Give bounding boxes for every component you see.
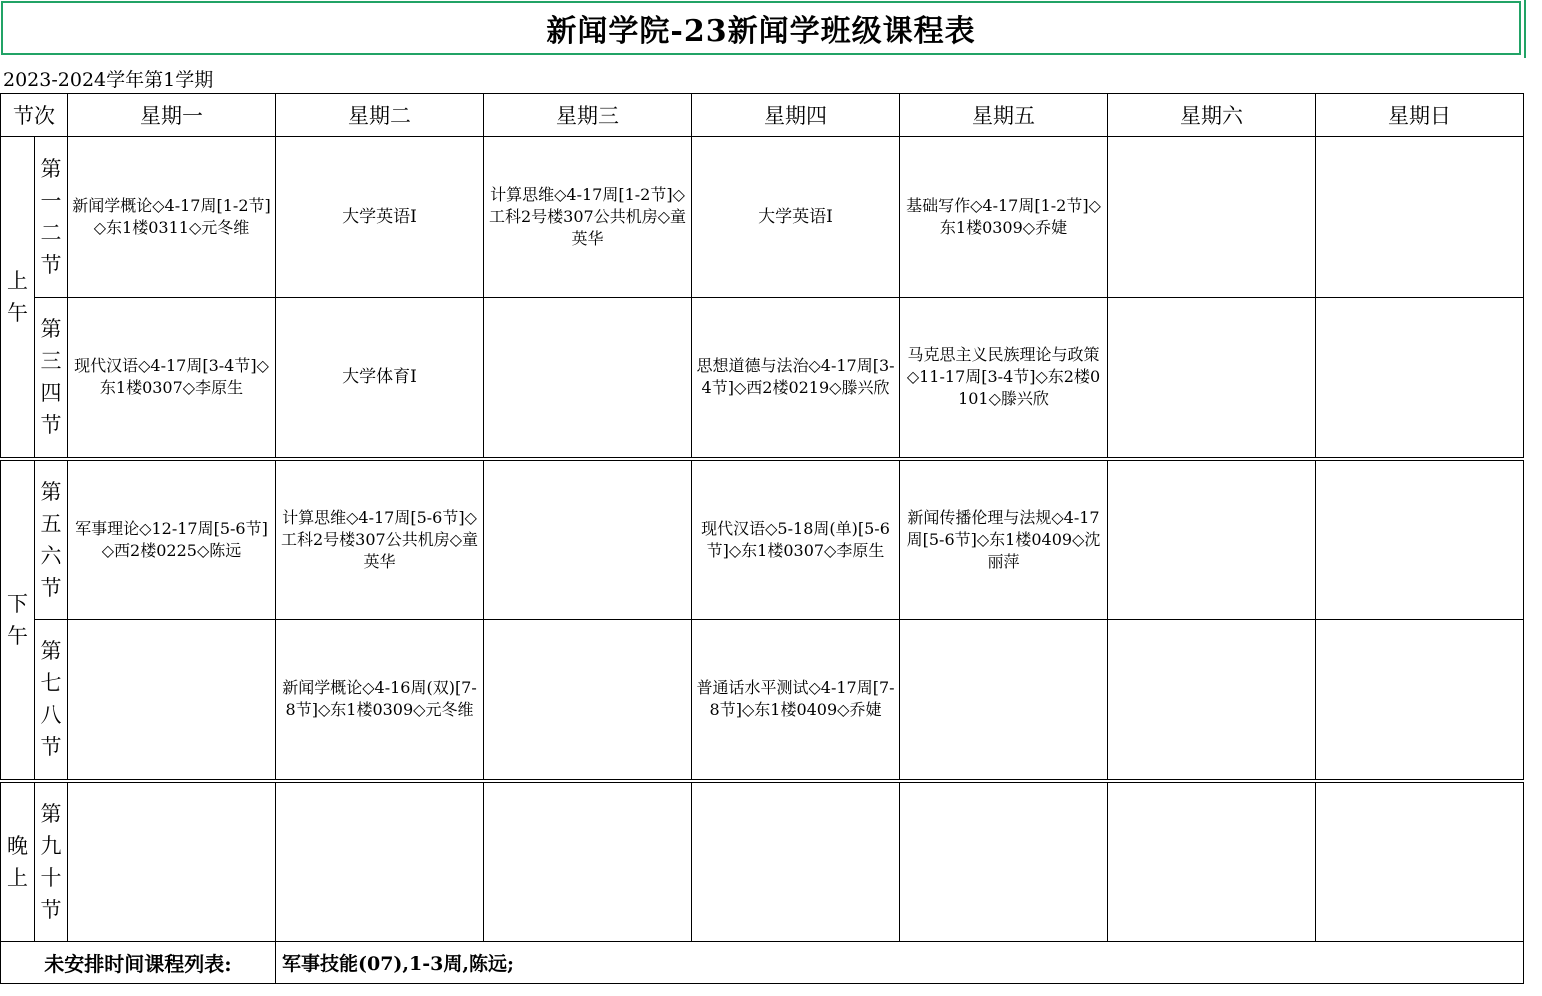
course-cell[interactable]: 大学英语Ⅰ: [692, 137, 900, 298]
period-5-6: [35, 459, 68, 620]
course-cell[interactable]: [484, 781, 692, 942]
course-cell[interactable]: [1108, 620, 1316, 781]
course-cell[interactable]: 大学英语Ⅰ: [276, 137, 484, 298]
unscheduled-label: 未安排时间课程列表:: [1, 942, 276, 984]
course-cell[interactable]: [692, 781, 900, 942]
row-period-9-10: [1, 781, 1524, 942]
period-9-10-label: 第九十节: [40, 801, 62, 922]
course-cell[interactable]: 新闻学概论◇4-16周(双)[7-8节]◇东1楼0309◇元冬维: [276, 620, 484, 781]
course-cell[interactable]: [1316, 137, 1524, 298]
section-morning: [1, 137, 35, 459]
period-9-10: [35, 781, 68, 942]
course-cell[interactable]: 新闻学概论◇4-17周[1-2节]◇东1楼0311◇元冬维: [68, 137, 276, 298]
period-5-6-label: 第五六节: [40, 479, 62, 600]
course-cell[interactable]: [1316, 298, 1524, 459]
course-cell[interactable]: [1316, 459, 1524, 620]
row-period-3-4: [1, 298, 1524, 459]
row-period-7-8: [1, 620, 1524, 781]
section-morning-label: 上午: [7, 268, 28, 325]
course-cell[interactable]: [1108, 137, 1316, 298]
period-1-2: [35, 137, 68, 298]
course-cell[interactable]: [484, 298, 692, 459]
footer-row: [1, 942, 1524, 984]
course-cell[interactable]: [68, 781, 276, 942]
header-day: 星期三: [484, 94, 692, 137]
section-afternoon-label: 下午: [7, 591, 28, 648]
course-cell[interactable]: 大学体育Ⅰ: [276, 298, 484, 459]
course-cell[interactable]: [1316, 781, 1524, 942]
course-cell[interactable]: 新闻传播伦理与法规◇4-17周[5-6节]◇东1楼0409◇沈丽萍: [900, 459, 1108, 620]
course-cell[interactable]: 普通话水平测试◇4-17周[7-8节]◇东1楼0409◇乔婕: [692, 620, 900, 781]
course-cell[interactable]: 基础写作◇4-17周[1-2节]◇东1楼0309◇乔婕: [900, 137, 1108, 298]
course-cell[interactable]: [900, 620, 1108, 781]
header-row: [1, 94, 1524, 137]
course-cell[interactable]: [484, 459, 692, 620]
course-cell[interactable]: [900, 781, 1108, 942]
header-day: 星期六: [1108, 94, 1316, 137]
section-evening: [1, 781, 35, 942]
unscheduled-list: 军事技能(07),1-3周,陈远;: [276, 942, 1524, 984]
course-cell[interactable]: 现代汉语◇4-17周[3-4节]◇东1楼0307◇李原生: [68, 298, 276, 459]
sheet-edge-divider: [1524, 0, 1526, 58]
course-cell[interactable]: [276, 781, 484, 942]
section-afternoon: [1, 459, 35, 781]
header-day: 星期四: [692, 94, 900, 137]
header-period: 节次: [1, 94, 68, 137]
header-day: 星期一: [68, 94, 276, 137]
course-cell[interactable]: [1108, 781, 1316, 942]
course-cell[interactable]: 思想道德与法治◇4-17周[3-4节]◇西2楼0219◇滕兴欣: [692, 298, 900, 459]
course-cell[interactable]: 计算思维◇4-17周[1-2节]◇工科2号楼307公共机房◇童英华: [484, 137, 692, 298]
header-day: 星期二: [276, 94, 484, 137]
header-day: 星期日: [1316, 94, 1524, 137]
course-cell[interactable]: [1108, 298, 1316, 459]
period-3-4: [35, 298, 68, 459]
period-7-8-label: 第七八节: [40, 639, 62, 760]
period-7-8: [35, 620, 68, 781]
course-cell[interactable]: 现代汉语◇5-18周(单)[5-6节]◇东1楼0307◇李原生: [692, 459, 900, 620]
course-cell[interactable]: [1108, 459, 1316, 620]
semester-label: 2023-2024学年第1学期: [3, 69, 214, 91]
header-day: 星期五: [900, 94, 1108, 137]
section-evening-label: 晚上: [7, 833, 28, 890]
timetable: [0, 93, 1524, 984]
course-cell[interactable]: [68, 620, 276, 781]
course-cell[interactable]: 军事理论◇12-17周[5-6节]◇西2楼0225◇陈远: [68, 459, 276, 620]
row-period-1-2: [1, 137, 1524, 298]
period-1-2-label: 第一二节: [40, 157, 62, 277]
row-period-5-6: [1, 459, 1524, 620]
course-cell[interactable]: [484, 620, 692, 781]
period-3-4-label: 第三四节: [40, 317, 62, 438]
course-cell[interactable]: 计算思维◇4-17周[5-6节]◇工科2号楼307公共机房◇童英华: [276, 459, 484, 620]
course-cell[interactable]: 马克思主义民族理论与政策◇11-17周[3-4节]◇东2楼0101◇滕兴欣: [900, 298, 1108, 459]
course-cell[interactable]: [1316, 620, 1524, 781]
page-title: 新闻学院-23新闻学班级课程表: [1, 1, 1521, 55]
